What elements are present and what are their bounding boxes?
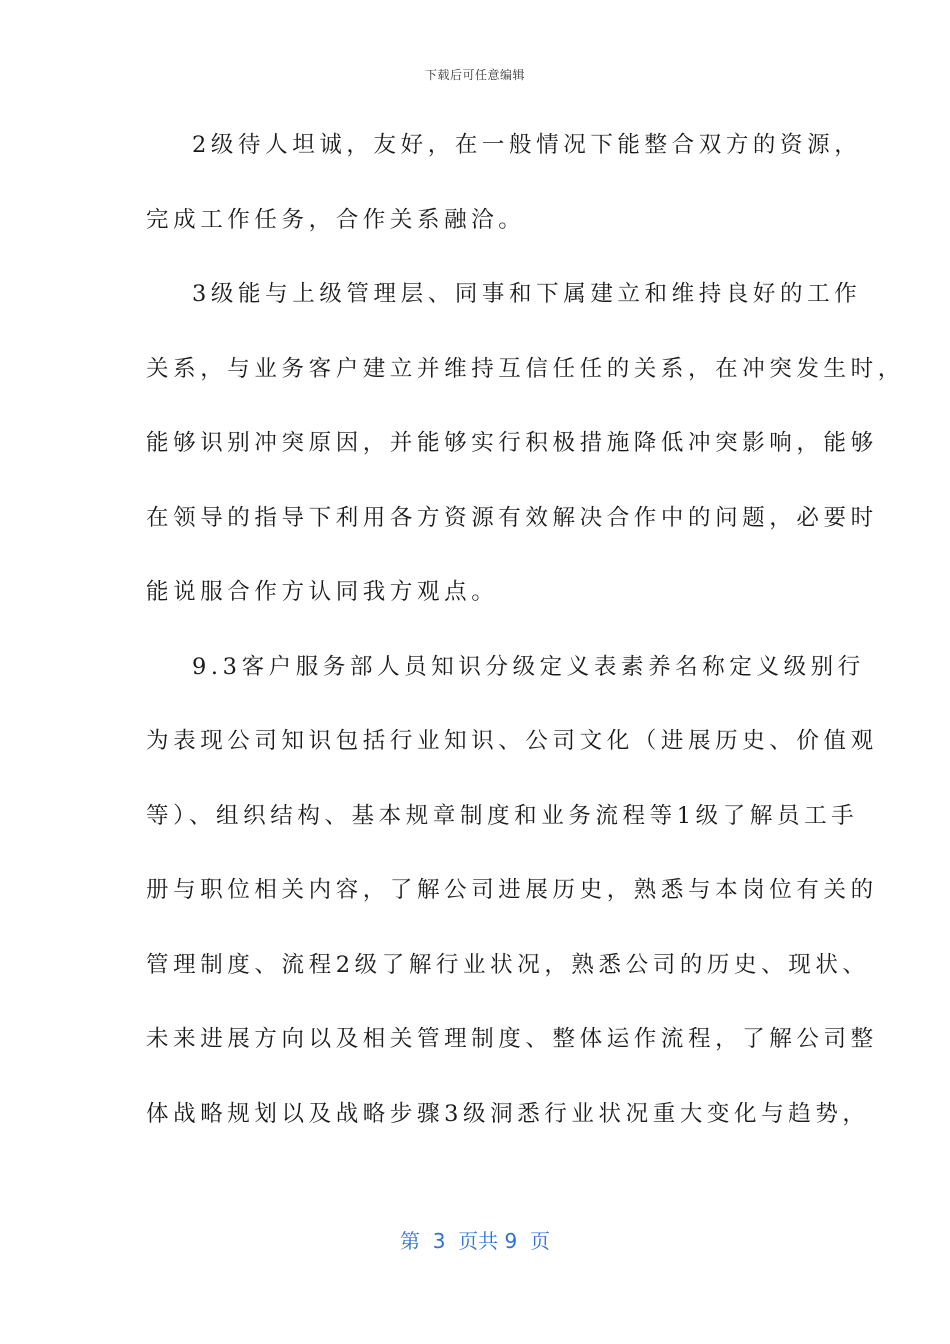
document-body [146,120,905,1163]
paragraph-line: 能够识别冲突原因，并能够实行积极措施降低冲突影响，能够 [146,430,878,456]
paragraph-line: 体战略规划以及战略步骤3级洞悉行业状况重大变化与趋势， [146,1100,870,1127]
paragraph-line: 等）、组织结构、基本规章制度和业务流程等1级了解员工手 [146,802,859,829]
paragraph-line: 管理制度、流程2级了解行业状况，熟悉公司的历史、现状、 [146,951,870,978]
paragraph-line: 为表现公司知识包括行业知识、公司文化（进展历史、价值观 [146,728,878,754]
paragraph-line: 未来进展方向以及相关管理制度、整体运作流程，了解公司整 [146,1026,878,1052]
page-number-footer: 第 3 页共 9 页 [400,1229,550,1253]
paragraph-line: 册与职位相关内容，了解公司进展历史，熟悉与本岗位有关的 [146,877,878,903]
paragraph-line: 2级待人坦诚，友好，在一般情况下能整合双方的资源， [192,132,862,158]
paragraph-line: 完成工作任务，合作关系融洽。 [146,206,526,233]
paragraph-line: 3级能与上级管理层、同事和下属建立和维持良好的工作 [192,281,862,307]
paragraph-line: 关系，与业务客户建立并维持互信任任的关系，在冲突发生时， [146,355,905,382]
paragraph-line: 能说服合作方认同我方观点。 [146,579,499,605]
paragraph-line: 在领导的指导下利用各方资源有效解决合作中的问题，必要时 [146,504,878,531]
page-header: 下载后可任意编辑 [424,68,525,82]
paragraph-line: 9.3客户服务部人员知识分级定义表素养名称定义级别行 [192,653,865,680]
